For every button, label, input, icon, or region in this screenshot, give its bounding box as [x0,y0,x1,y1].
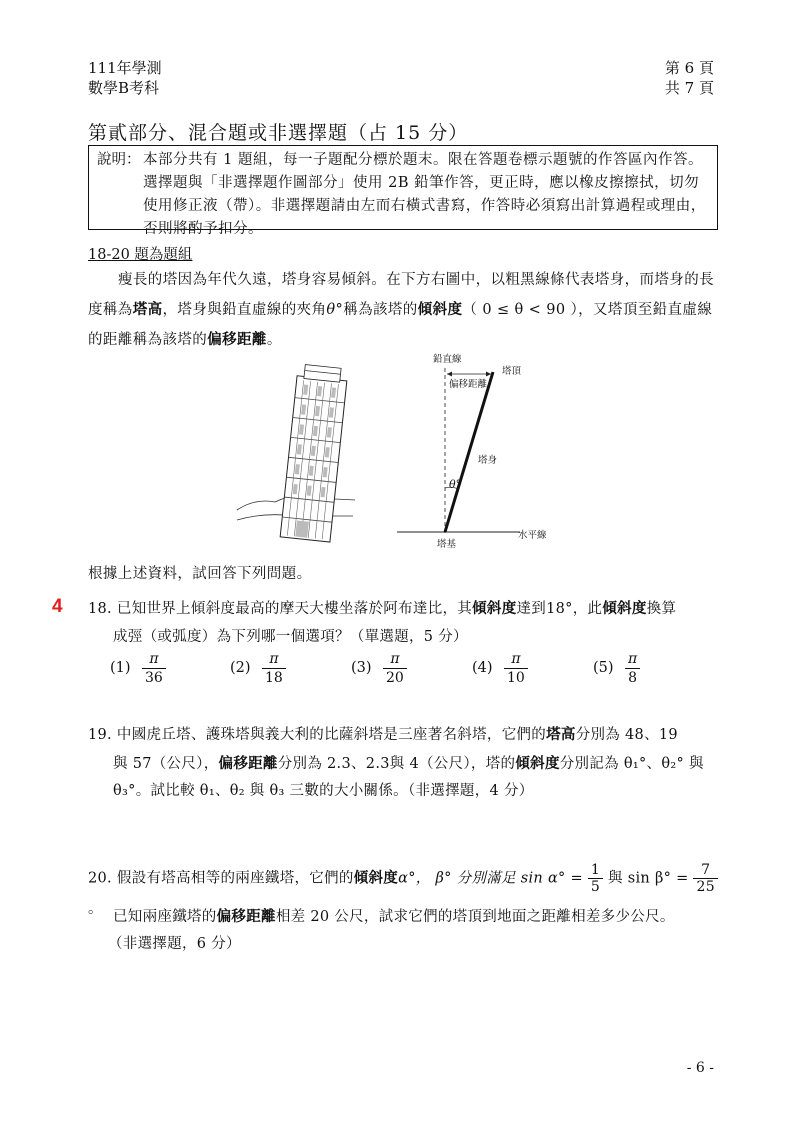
question-19 [88,720,720,750]
q19-term-offset: 偏移距離 [218,755,278,772]
total-pages: 共 7 頁 [664,79,714,97]
q18-text-a: 已知世界上傾斜度最高的摩天大樓坐落於阿布達比，其 [116,601,473,617]
q20-sin-beta: 與 sin β° = [608,870,689,887]
theta-symbol: θ° [326,302,344,318]
option-fraction: $\frac{\pi}{20}$ [383,650,407,687]
label-body: 塔身 [478,455,498,466]
option-label: (1) [110,660,131,676]
q18-text-b: 達到18°，此 [516,601,603,617]
option-fraction: $\frac{\pi}{10}$ [504,650,528,687]
intro-text-4: ，又塔頂至鉛直虛線的距離稱為該塔的 [88,302,713,348]
q19-line-3: θ₃°。試比較 θ₁、θ₂ 與 θ₃ 三數的大小關係。（非選擇題，4 分） [113,783,534,799]
term-offset-distance: 偏移距離 [207,331,267,348]
question-18 [88,594,720,624]
q20-sin-alpha: β° 分別滿足 sin α° = [435,870,583,887]
label-top: 塔頂 [502,366,522,377]
q20-text-a: 假設有塔高相等的兩座鐵塔，它們的 [116,870,354,887]
page-label: 第 6 頁 [664,59,714,77]
q19-text-e: 分別記為 θ₁°、θ₂° 與 [559,756,704,772]
instructions-box [88,145,718,237]
q19-text-c: 與 57（公尺）， [113,756,219,772]
group-title: 18-20 題為題組 [88,247,193,263]
annotation-marker: 4 [52,596,63,617]
exam-year: 111年學測 [88,59,162,77]
q20-text-c: 相差 20 公尺，試求它們的塔頂到地面之距離相差多少公尺。 [275,909,675,925]
q20-period: 。 [88,901,103,917]
q19-term-tilt: 傾斜度 [515,755,560,772]
q19-number: 19. [88,727,112,743]
q19-text-a: 中國虎丘塔、護珠塔與義大利的比薩斜塔是三座著名斜塔，它們的 [116,727,547,743]
q18-number: 18. [88,601,112,617]
exam-subject: 數學B考科 [88,79,160,97]
label-base: 塔基 [437,539,457,550]
q20-term-offset: 偏移距離 [216,908,276,925]
label-horizontal: 水平線 [518,530,547,541]
fraction-7-25: $\frac{7}{25}$ [693,862,717,895]
q20-line-3: （非選擇題，6 分） [108,936,241,952]
intro-paragraph [88,266,720,355]
term-tower-height: 塔高 [132,301,163,318]
label-theta: θ° [449,478,462,491]
intro-text-1: 瘦長的塔因為年代久遠，塔身容易傾斜。在下方右圖中，以粗黑線條代表塔身，而塔身的長度稱為 [88,272,714,318]
instructions-text: 本部分共有 1 題組，每一子題配分標於題末。限在答題卷標示題號的作答區內作答。選擇題與「非選擇題作圖部分」使用 2B 鉛筆作答，更正時，應以橡皮擦擦拭，切勿使用修正液（帶）。非選擇題請由左而右橫式書寫，作答時必須寫出計算過程或理由，否則將酌予扣分。 [143,152,706,237]
option-fraction: $\frac{\pi}{36}$ [142,650,166,687]
option-fraction: $\frac{\pi}{18}$ [262,650,286,687]
q18-line-2: 成弳（或弧度）為下列哪一個選項？（單選題，5 分） [113,629,468,645]
option-label: (3) [351,660,372,676]
section-title: 第貳部分、混合題或非選擇題（占 15 分） [88,122,469,144]
intro-text-3: 稱為該塔的 [343,302,418,318]
intro-text-5: 。 [266,332,282,348]
header-right [665,58,714,98]
leaning-tower-illustration [235,360,365,545]
label-vertical: 鉛直線 [433,354,462,365]
option-label: (2) [230,660,251,676]
theta-range: （ 0 ≤ θ < 90 ） [462,302,579,318]
q19-line-2 [113,749,723,779]
option-label: (4) [472,660,493,676]
q20-alpha: α°， [398,870,431,887]
option-fraction: $\frac{\pi}{8}$ [625,650,640,687]
term-tilt-degree: 傾斜度 [417,301,463,318]
option-label: (5) [593,660,614,676]
q18-term-tilt: 傾斜度 [472,600,517,617]
q19-text-d: 分別為 2.3、2.3與 4（公尺），塔的 [277,756,516,772]
q20-term-tilt: 傾斜度 [353,869,399,887]
q20-text-b: 已知兩座鐵塔的 [113,909,217,925]
q18-term-tilt-2: 傾斜度 [602,600,647,617]
q18-text-c: 換算 [646,601,677,617]
page-number: - 6 - [686,1060,714,1076]
fraction-1-5: $\frac{1}{5}$ [588,862,603,895]
intro-text-2: ，塔身與鉛直虛線的夾角 [162,302,327,318]
header-left [88,58,162,98]
instructions-label: 說明： [97,152,141,168]
q19-text-b: 分別為 48、19 [575,727,678,743]
lead-sentence: 根據上述資料，試回答下列問題。 [88,566,312,582]
q20-line-2 [113,902,723,932]
label-offset: 偏移距離 [449,379,488,390]
q19-term-height: 塔高 [546,726,576,743]
q20-number: 20. [88,870,112,887]
